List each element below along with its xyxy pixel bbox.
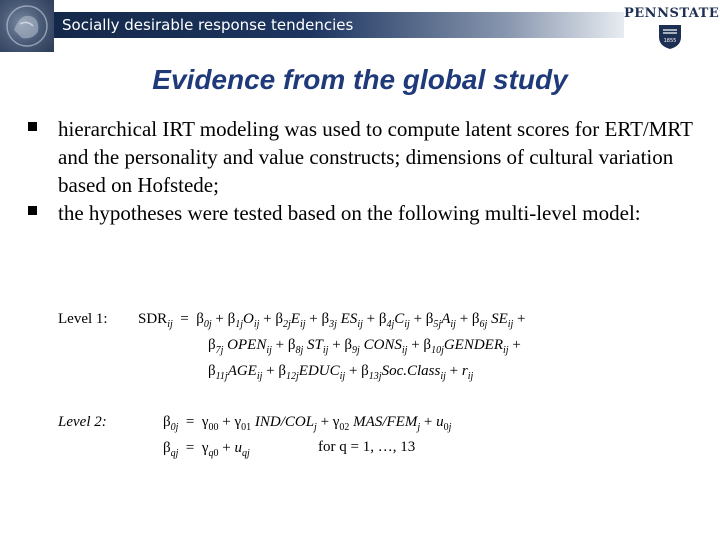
seal-icon: [0, 0, 54, 52]
level1-label: Level 1:: [58, 311, 108, 327]
bullet-list: [28, 115, 708, 227]
level2-label: Level 2:: [58, 414, 107, 430]
level1-equation-line-3: $\beta_{11j}AGE_{ij}$ + $\beta_{12j}EDUC_{ij}$ + $\beta_{13j}Soc.Class_{ij} + r_{ij}$: [208, 363, 474, 382]
level2-equation-line-1: $\beta_{0j} = \gamma_{00} + \gamma_{01}$ IND/$COL_j + \gamma_{02}$ MAS/$FEM_j + u_{0j}$: [163, 414, 452, 433]
bullet-item: [28, 199, 708, 227]
bullet-square-icon: [28, 122, 37, 131]
pennstate-logo: [624, 4, 720, 50]
level2-equation-line-2: $\beta_{qj} = \gamma_{q0} + u_{qj}$: [163, 440, 250, 459]
level1-equation-line-1: $SDR_{ij} = \beta_{0j} + \beta_{1j}O_{ij} + \beta_{2j}E_{ij} + \beta_{3j}$ $ES_{ij} + \beta_{4j}C_{ij} + \beta_{5j}A_{ij} + \beta_{6j}$ $SE_{ij}$ +: [138, 311, 526, 330]
header-title: Socially desirable response tendencies: [62, 16, 354, 34]
university-seal-logo: [0, 0, 54, 52]
header-bar: [0, 0, 720, 48]
level1-equation-line-2: $\beta_{7j}$ $OPEN_{ij} + \beta_{8j}$ $ST_{ij} + \beta_{9j}$ $CONS_{ij}$ + $\beta_{10j}GENDER_{ij}$ +: [208, 337, 521, 356]
shield-year: 1855: [663, 38, 677, 44]
shield-icon: [658, 24, 682, 50]
bullet-text: the hypotheses were tested based on the following multi-level model:: [58, 201, 641, 225]
bullet-square-icon: [28, 206, 37, 215]
bullet-text: hierarchical IRT modeling was used to compute latent scores for ERT/MRT and the personality and value constructs; dimensions of cultural variation based on Hofstede;: [58, 117, 693, 197]
level2-note: for q = 1, …, 13: [318, 439, 416, 455]
bullet-item: [28, 115, 708, 199]
pennstate-wordmark: PENNSTATE: [624, 6, 720, 21]
slide-title: Evidence from the global study: [152, 64, 568, 95]
